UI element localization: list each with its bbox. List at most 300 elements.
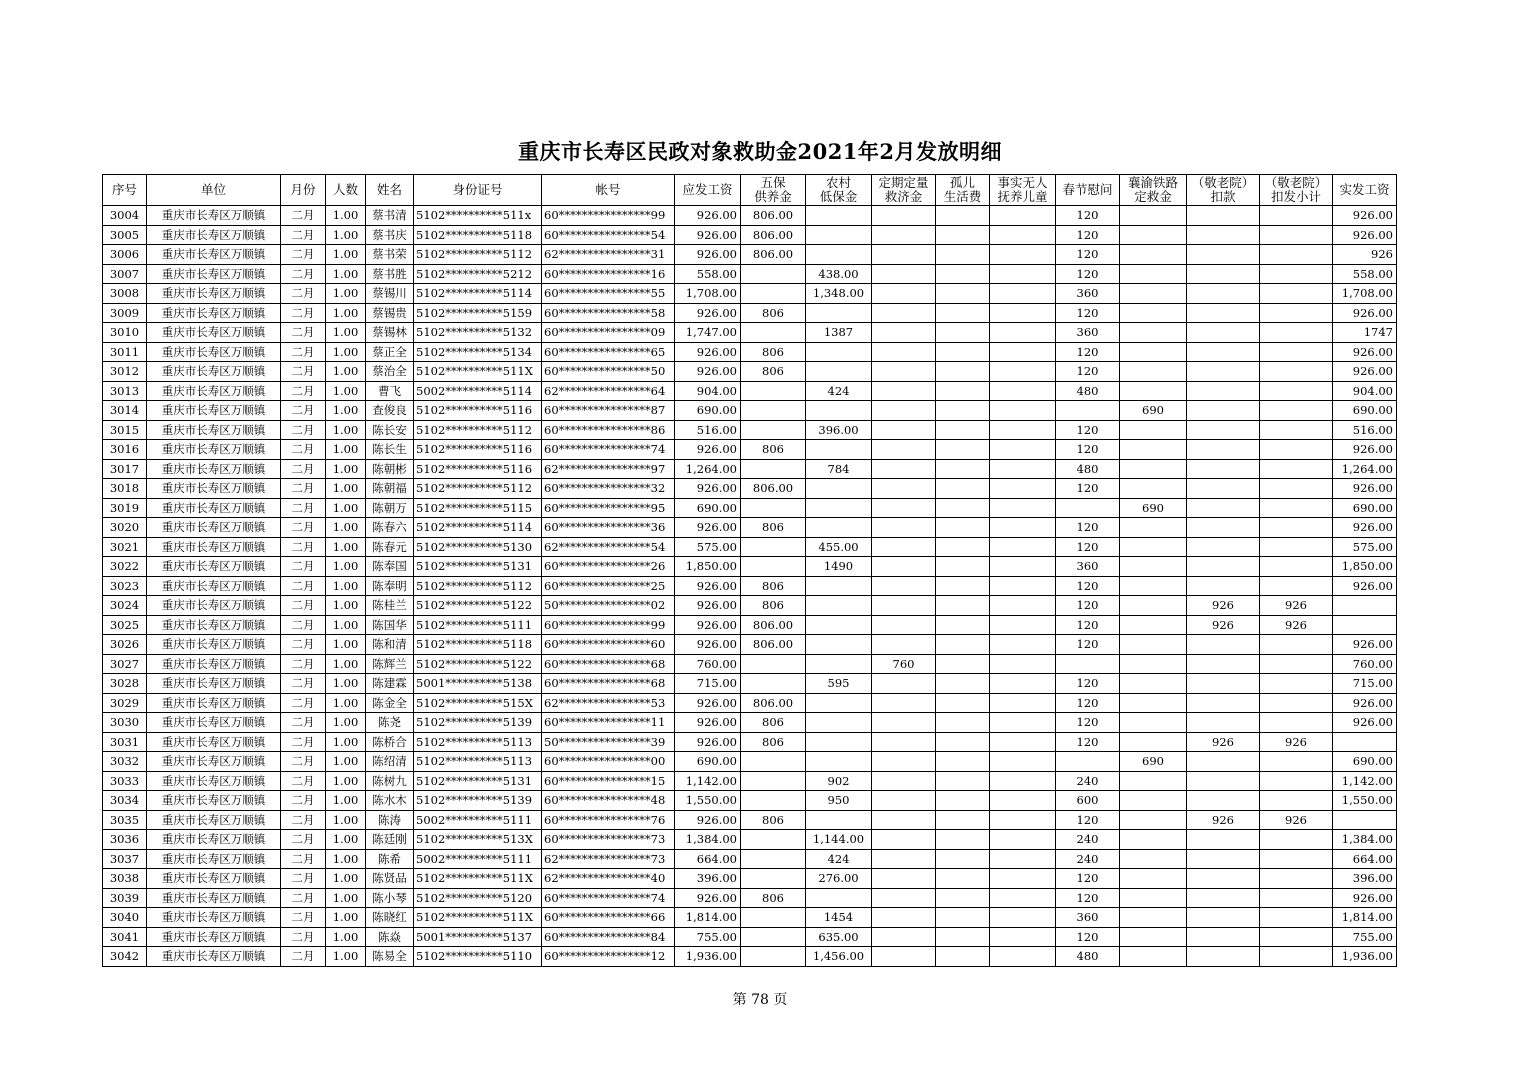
table-cell <box>936 537 990 557</box>
table-cell: 5102**********5114 <box>414 284 542 304</box>
table-cell: 60****************25 <box>542 576 675 596</box>
table-cell <box>741 381 806 401</box>
column-header: 应发工资 <box>675 175 741 206</box>
table-cell: 926.00 <box>675 303 741 323</box>
table-cell: 806 <box>741 732 806 752</box>
table-cell <box>806 479 872 499</box>
table-row <box>103 791 1397 811</box>
table-cell: 120 <box>1056 362 1120 382</box>
table-cell: 1.00 <box>326 888 366 908</box>
table-cell: 806 <box>741 596 806 616</box>
table-cell: 120 <box>1056 245 1120 265</box>
table-cell <box>990 810 1056 830</box>
table-cell: 1.00 <box>326 518 366 538</box>
table-cell <box>990 206 1056 226</box>
table-cell <box>1260 225 1333 245</box>
table-cell: 二月 <box>281 771 326 791</box>
table-cell: 3038 <box>103 869 147 889</box>
table-cell <box>936 869 990 889</box>
table-cell <box>1260 693 1333 713</box>
table-cell: 664.00 <box>675 849 741 869</box>
table-cell: 480 <box>1056 947 1120 967</box>
table-cell: 重庆市长寿区万顺镇 <box>147 557 281 577</box>
table-cell <box>936 264 990 284</box>
table-cell <box>872 323 936 343</box>
table-cell: 陈国华 <box>366 615 414 635</box>
table-cell: 蔡正全 <box>366 342 414 362</box>
table-cell: 926.00 <box>675 635 741 655</box>
table-cell <box>741 420 806 440</box>
table-cell: 5102**********511X <box>414 908 542 928</box>
table-cell <box>1120 381 1187 401</box>
table-cell <box>1120 323 1187 343</box>
table-cell: 重庆市长寿区万顺镇 <box>147 888 281 908</box>
table-cell: 5102**********511X <box>414 869 542 889</box>
table-cell <box>806 596 872 616</box>
table-cell: 重庆市长寿区万顺镇 <box>147 635 281 655</box>
table-cell <box>1120 771 1187 791</box>
table-cell: 3042 <box>103 947 147 967</box>
relief-payment-table <box>102 174 1397 967</box>
table-cell <box>936 771 990 791</box>
table-cell <box>741 537 806 557</box>
table-cell <box>990 791 1056 811</box>
table-cell: 陈春元 <box>366 537 414 557</box>
table-cell <box>936 440 990 460</box>
table-cell: 3023 <box>103 576 147 596</box>
table-cell: 陈焱 <box>366 927 414 947</box>
table-row <box>103 771 1397 791</box>
table-cell: 120 <box>1056 693 1120 713</box>
table-cell <box>1120 206 1187 226</box>
table-cell: 120 <box>1056 420 1120 440</box>
table-cell: 5102**********5118 <box>414 225 542 245</box>
table-cell: 二月 <box>281 420 326 440</box>
table-cell: 重庆市长寿区万顺镇 <box>147 440 281 460</box>
table-cell <box>741 849 806 869</box>
table-cell <box>1260 479 1333 499</box>
table-cell <box>990 908 1056 928</box>
table-cell: 蔡治全 <box>366 362 414 382</box>
table-cell <box>990 693 1056 713</box>
table-cell: 5102**********5115 <box>414 498 542 518</box>
table-cell: 926.00 <box>675 362 741 382</box>
table-cell <box>1333 615 1397 635</box>
table-cell: 60****************36 <box>542 518 675 538</box>
table-cell: 5002**********5111 <box>414 810 542 830</box>
table-cell: 陈长安 <box>366 420 414 440</box>
table-cell <box>1120 654 1187 674</box>
table-cell <box>1187 869 1260 889</box>
table-cell: 蔡书荣 <box>366 245 414 265</box>
table-cell <box>1187 498 1260 518</box>
table-cell: 二月 <box>281 732 326 752</box>
table-cell <box>872 479 936 499</box>
table-cell: 690 <box>1120 401 1187 421</box>
table-cell <box>872 732 936 752</box>
table-cell: 120 <box>1056 927 1120 947</box>
table-cell: 760.00 <box>1333 654 1397 674</box>
table-cell <box>806 752 872 772</box>
table-cell: 1.00 <box>326 459 366 479</box>
table-cell: 60****************09 <box>542 323 675 343</box>
table-cell: 60****************11 <box>542 713 675 733</box>
table-cell: 1.00 <box>326 323 366 343</box>
table-cell: 5102**********5130 <box>414 537 542 557</box>
table-cell: 重庆市长寿区万顺镇 <box>147 362 281 382</box>
table-cell: 120 <box>1056 206 1120 226</box>
table-cell <box>1187 362 1260 382</box>
table-cell: 1.00 <box>326 381 366 401</box>
table-cell: 1.00 <box>326 303 366 323</box>
table-cell: 5102**********5110 <box>414 947 542 967</box>
table-cell: 60****************32 <box>542 479 675 499</box>
table-cell: 二月 <box>281 947 326 967</box>
table-cell: 重庆市长寿区万顺镇 <box>147 615 281 635</box>
table-row <box>103 420 1397 440</box>
table-row <box>103 537 1397 557</box>
table-cell: 3028 <box>103 674 147 694</box>
table-cell <box>1187 264 1260 284</box>
table-cell <box>1260 245 1333 265</box>
table-cell: 1.00 <box>326 557 366 577</box>
table-cell <box>936 849 990 869</box>
table-cell <box>741 771 806 791</box>
table-cell <box>741 557 806 577</box>
table-cell <box>741 908 806 928</box>
table-cell <box>741 791 806 811</box>
table-cell: 120 <box>1056 869 1120 889</box>
table-cell: 二月 <box>281 284 326 304</box>
table-cell <box>1260 459 1333 479</box>
table-cell: 926.00 <box>675 732 741 752</box>
table-cell <box>1120 674 1187 694</box>
table-cell: 二月 <box>281 245 326 265</box>
table-cell <box>806 654 872 674</box>
table-cell: 1,264.00 <box>1333 459 1397 479</box>
table-cell <box>1260 791 1333 811</box>
table-cell: 二月 <box>281 869 326 889</box>
table-cell <box>990 225 1056 245</box>
table-cell: 5001**********5137 <box>414 927 542 947</box>
table-cell: 926 <box>1333 245 1397 265</box>
table-cell: 575.00 <box>675 537 741 557</box>
table-cell: 3008 <box>103 284 147 304</box>
table-cell <box>872 537 936 557</box>
table-cell: 陈长生 <box>366 440 414 460</box>
table-cell: 重庆市长寿区万顺镇 <box>147 869 281 889</box>
table-cell <box>1187 225 1260 245</box>
table-cell: 3009 <box>103 303 147 323</box>
table-cell: 1,850.00 <box>1333 557 1397 577</box>
table-cell: 60****************99 <box>542 206 675 226</box>
table-cell <box>936 225 990 245</box>
table-cell: 二月 <box>281 810 326 830</box>
table-cell <box>806 303 872 323</box>
table-cell: 1.00 <box>326 908 366 928</box>
table-cell: 60****************65 <box>542 342 675 362</box>
table-cell: 715.00 <box>1333 674 1397 694</box>
table-cell <box>1187 849 1260 869</box>
table-row <box>103 732 1397 752</box>
table-cell <box>936 342 990 362</box>
table-cell <box>990 381 1056 401</box>
table-cell <box>741 323 806 343</box>
table-cell: 3022 <box>103 557 147 577</box>
table-cell <box>872 888 936 908</box>
table-cell: 1,814.00 <box>1333 908 1397 928</box>
table-cell <box>990 849 1056 869</box>
table-cell <box>990 264 1056 284</box>
table-cell <box>872 674 936 694</box>
table-cell <box>806 635 872 655</box>
table-cell: 1,708.00 <box>675 284 741 304</box>
table-row <box>103 752 1397 772</box>
table-cell: 5102**********5122 <box>414 654 542 674</box>
table-cell: 1.00 <box>326 810 366 830</box>
table-cell <box>872 362 936 382</box>
table-cell <box>741 752 806 772</box>
table-cell: 806.00 <box>741 615 806 635</box>
table-cell: 3018 <box>103 479 147 499</box>
table-cell: 60****************60 <box>542 635 675 655</box>
table-cell: 926.00 <box>1333 206 1397 226</box>
table-cell: 重庆市长寿区万顺镇 <box>147 810 281 830</box>
table-cell <box>872 713 936 733</box>
table-cell: 5102**********511X <box>414 362 542 382</box>
column-header: 实发工资 <box>1333 175 1397 206</box>
table-cell: 120 <box>1056 225 1120 245</box>
table-cell: 926 <box>1260 615 1333 635</box>
table-cell <box>806 888 872 908</box>
table-cell: 1.00 <box>326 869 366 889</box>
table-cell <box>1187 752 1260 772</box>
table-cell: 1,936.00 <box>675 947 741 967</box>
table-cell: 120 <box>1056 537 1120 557</box>
table-cell <box>990 869 1056 889</box>
table-cell: 二月 <box>281 908 326 928</box>
table-cell: 3032 <box>103 752 147 772</box>
table-cell: 5102**********5139 <box>414 713 542 733</box>
column-header: 定期定量 救济金 <box>872 175 936 206</box>
table-cell <box>872 284 936 304</box>
table-cell: 二月 <box>281 479 326 499</box>
table-cell <box>1187 303 1260 323</box>
table-cell: 二月 <box>281 303 326 323</box>
table-cell <box>1120 537 1187 557</box>
table-row <box>103 927 1397 947</box>
table-row <box>103 810 1397 830</box>
table-cell: 806.00 <box>741 225 806 245</box>
table-cell <box>990 362 1056 382</box>
table-cell <box>806 245 872 265</box>
table-cell <box>990 830 1056 850</box>
table-cell: 陈小琴 <box>366 888 414 908</box>
table-cell <box>1260 771 1333 791</box>
table-cell: 1,747.00 <box>675 323 741 343</box>
table-cell <box>1120 908 1187 928</box>
table-cell: 二月 <box>281 498 326 518</box>
table-cell: 926.00 <box>1333 479 1397 499</box>
table-cell: 3005 <box>103 225 147 245</box>
table-cell <box>741 654 806 674</box>
table-cell: 60****************15 <box>542 771 675 791</box>
table-cell: 重庆市长寿区万顺镇 <box>147 908 281 928</box>
table-cell: 1.00 <box>326 830 366 850</box>
table-cell: 926.00 <box>1333 225 1397 245</box>
table-cell: 1.00 <box>326 635 366 655</box>
column-header: 身份证号 <box>414 175 542 206</box>
table-cell <box>1187 674 1260 694</box>
table-cell: 806 <box>741 576 806 596</box>
table-cell <box>872 401 936 421</box>
table-cell: 926.00 <box>675 615 741 635</box>
table-cell: 784 <box>806 459 872 479</box>
table-cell: 806.00 <box>741 693 806 713</box>
table-cell: 438.00 <box>806 264 872 284</box>
table-cell <box>1187 245 1260 265</box>
table-cell: 重庆市长寿区万顺镇 <box>147 381 281 401</box>
table-cell: 690.00 <box>1333 498 1397 518</box>
table-cell: 3036 <box>103 830 147 850</box>
table-cell: 1,814.00 <box>675 908 741 928</box>
table-cell <box>936 654 990 674</box>
table-cell <box>1260 401 1333 421</box>
table-cell: 455.00 <box>806 537 872 557</box>
table-cell <box>990 498 1056 518</box>
table-cell <box>990 537 1056 557</box>
table-row <box>103 830 1397 850</box>
table-cell: 陈尧 <box>366 713 414 733</box>
table-cell: 1.00 <box>326 596 366 616</box>
table-cell: 蔡书庆 <box>366 225 414 245</box>
table-cell: 3024 <box>103 596 147 616</box>
table-cell <box>1187 908 1260 928</box>
table-cell: 5102**********5122 <box>414 596 542 616</box>
table-cell: 重庆市长寿区万顺镇 <box>147 596 281 616</box>
table-cell: 50****************02 <box>542 596 675 616</box>
table-cell: 60****************66 <box>542 908 675 928</box>
page-number: 第 78 页 <box>732 992 788 1008</box>
table-cell: 5102**********5131 <box>414 557 542 577</box>
table-cell <box>1120 927 1187 947</box>
table-cell: 陈水木 <box>366 791 414 811</box>
table-cell: 1454 <box>806 908 872 928</box>
table-cell: 重庆市长寿区万顺镇 <box>147 849 281 869</box>
table-cell <box>1120 693 1187 713</box>
table-cell: 蔡书清 <box>366 206 414 226</box>
column-header: 春节慰问 <box>1056 175 1120 206</box>
table-cell: 二月 <box>281 401 326 421</box>
table-cell <box>990 732 1056 752</box>
table-row <box>103 323 1397 343</box>
table-cell: 715.00 <box>675 674 741 694</box>
table-cell: 5102**********5116 <box>414 401 542 421</box>
table-cell <box>1260 713 1333 733</box>
table-cell: 5001**********5138 <box>414 674 542 694</box>
table-cell: 曹飞 <box>366 381 414 401</box>
table-cell: 二月 <box>281 713 326 733</box>
table-cell: 806.00 <box>741 479 806 499</box>
table-cell: 755.00 <box>675 927 741 947</box>
table-cell: 二月 <box>281 596 326 616</box>
table-cell: 60****************74 <box>542 888 675 908</box>
table-cell: 5102**********5112 <box>414 420 542 440</box>
table-cell: 二月 <box>281 576 326 596</box>
table-cell <box>806 576 872 596</box>
table-cell: 120 <box>1056 479 1120 499</box>
table-cell <box>1260 947 1333 967</box>
table-cell: 重庆市长寿区万顺镇 <box>147 830 281 850</box>
table-cell: 3021 <box>103 537 147 557</box>
table-cell: 1,850.00 <box>675 557 741 577</box>
table-cell: 806 <box>741 713 806 733</box>
table-cell: 5002**********5111 <box>414 849 542 869</box>
table-cell <box>1120 791 1187 811</box>
table-cell <box>936 791 990 811</box>
table-cell <box>936 947 990 967</box>
table-cell: 3033 <box>103 771 147 791</box>
table-cell: 926.00 <box>675 225 741 245</box>
table-cell: 二月 <box>281 537 326 557</box>
table-cell <box>806 615 872 635</box>
table-cell <box>1056 498 1120 518</box>
table-cell <box>806 518 872 538</box>
table-cell <box>990 771 1056 791</box>
table-cell <box>990 635 1056 655</box>
table-cell: 1.00 <box>326 927 366 947</box>
table-cell <box>936 401 990 421</box>
table-cell <box>1120 440 1187 460</box>
table-cell: 重庆市长寿区万顺镇 <box>147 245 281 265</box>
table-cell <box>990 713 1056 733</box>
table-cell: 二月 <box>281 927 326 947</box>
table-row <box>103 303 1397 323</box>
table-cell <box>872 596 936 616</box>
table-cell: 重庆市长寿区万顺镇 <box>147 791 281 811</box>
table-cell: 62****************97 <box>542 459 675 479</box>
table-cell: 陈桥合 <box>366 732 414 752</box>
table-cell: 重庆市长寿区万顺镇 <box>147 537 281 557</box>
table-cell <box>1260 284 1333 304</box>
table-cell: 1.00 <box>326 615 366 635</box>
table-cell <box>1187 927 1260 947</box>
table-cell <box>936 518 990 538</box>
table-cell: 3030 <box>103 713 147 733</box>
table-body <box>103 206 1397 967</box>
table-cell: 926 <box>1187 615 1260 635</box>
table-cell: 60****************68 <box>542 654 675 674</box>
table-cell <box>872 791 936 811</box>
table-cell <box>1260 420 1333 440</box>
table-cell <box>936 576 990 596</box>
table-cell: 重庆市长寿区万顺镇 <box>147 479 281 499</box>
table-cell: 3035 <box>103 810 147 830</box>
table-cell: 3012 <box>103 362 147 382</box>
table-cell <box>741 401 806 421</box>
table-cell: 120 <box>1056 303 1120 323</box>
table-cell: 5102**********5212 <box>414 264 542 284</box>
table-cell: 60****************12 <box>542 947 675 967</box>
table-cell <box>872 908 936 928</box>
table-cell: 二月 <box>281 323 326 343</box>
table-cell <box>806 713 872 733</box>
table-cell <box>1120 479 1187 499</box>
table-cell: 5102**********513X <box>414 830 542 850</box>
table-cell <box>990 420 1056 440</box>
table-cell <box>806 362 872 382</box>
table-row <box>103 381 1397 401</box>
